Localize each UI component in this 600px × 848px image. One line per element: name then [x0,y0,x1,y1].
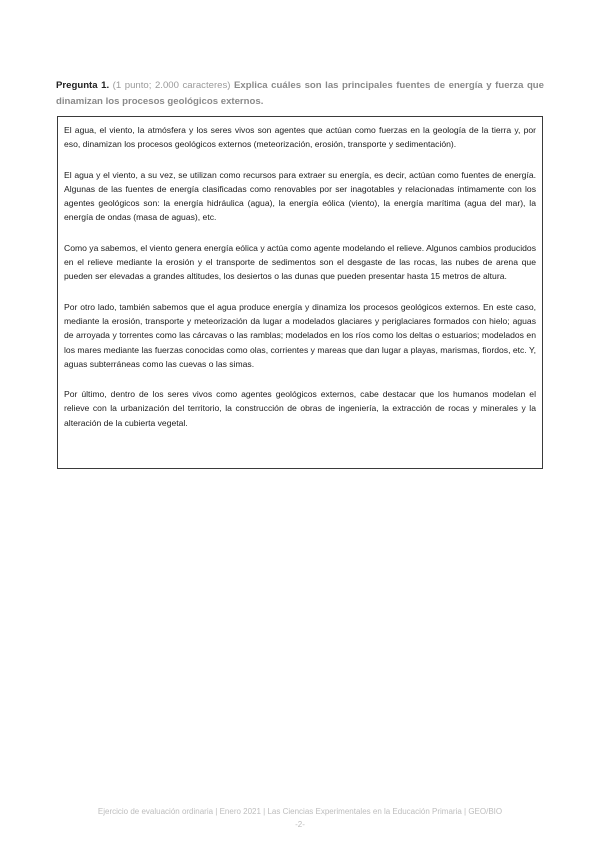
question-label: Pregunta 1. [56,80,110,91]
answer-paragraph-1: El agua, el viento, la atmósfera y los seres vivos son agentes que actúan como fuerzas en la geología de la tierra y, por eso, dinamizan los procesos geológicos externos (meteorización, erosión, transporte y sedimentación). [64,125,536,150]
footer-text: Ejercicio de evaluación ordinaria | Enero 2021 | Las Ciencias Experimentales en la Educación Primaria | GEO/BIO [97,807,503,816]
answer-paragraph-4: Por otro lado, también sabemos que el agua produce energía y dinamiza los procesos geológicos externos. En este caso, mediante la erosión, transporte y meteorización da lugar a modelados glaciares y periglaciares formados con hielo; aguas de arroyada y torrentes como las cárcavas o las ramblas; modelados en los ríos como los deltas o estuarios; modelados en los mares mediante las fuerzas conocidas como olas, corrientes y mareas que dan lugar a playas, marismas, fiordos, etc. Y, aguas subterráneas como las cuevas o las simas. [64,301,536,369]
question-heading [56,78,544,110]
question-points: (1 punto; 2.000 caracteres) [112,80,231,91]
page-footer [0,805,600,831]
question-text: Explica cuáles son las principales fuentes de energía y fuerza que dinamizan los procesos geológicos externos. [56,80,544,107]
page-number: -2- [295,820,305,829]
answer-paragraph-3: Como ya sabemos, el viento genera energía eólica y actúa como agente modelando el relieve. Algunos cambios producidos en el relieve mediante la erosión y el transporte de sedimentos son el desgaste de las rocas, las nubes de arena que pueden ser elevadas a grandes altitudes, los desiertos o las dunas que pueden presentar hasta 15 metros de altura. [64,242,536,282]
answer-box [57,116,543,469]
answer-paragraph-2: El agua y el viento, a su vez, se utilizan como recursos para extraer su energía, es decir, actúan como fuentes de energía. Algunas de las fuentes de energía clasificadas como renovables por ser inagotables y relacionadas íntimamente con los agentes geológicos son: la energía hidráulica (agua), la energía eólica (viento), la energía marítima (agua del mar), la energía de ondas (masa de aguas), etc. [64,169,536,223]
answer-paragraph-5: Por último, dentro de los seres vivos como agentes geológicos externos, cabe destacar que los humanos modelan el relieve con la urbanización del territorio, la construcción de obras de ingeniería, la extracción de rocas y minerales y la alteración de la cubierta vegetal. [64,389,536,428]
